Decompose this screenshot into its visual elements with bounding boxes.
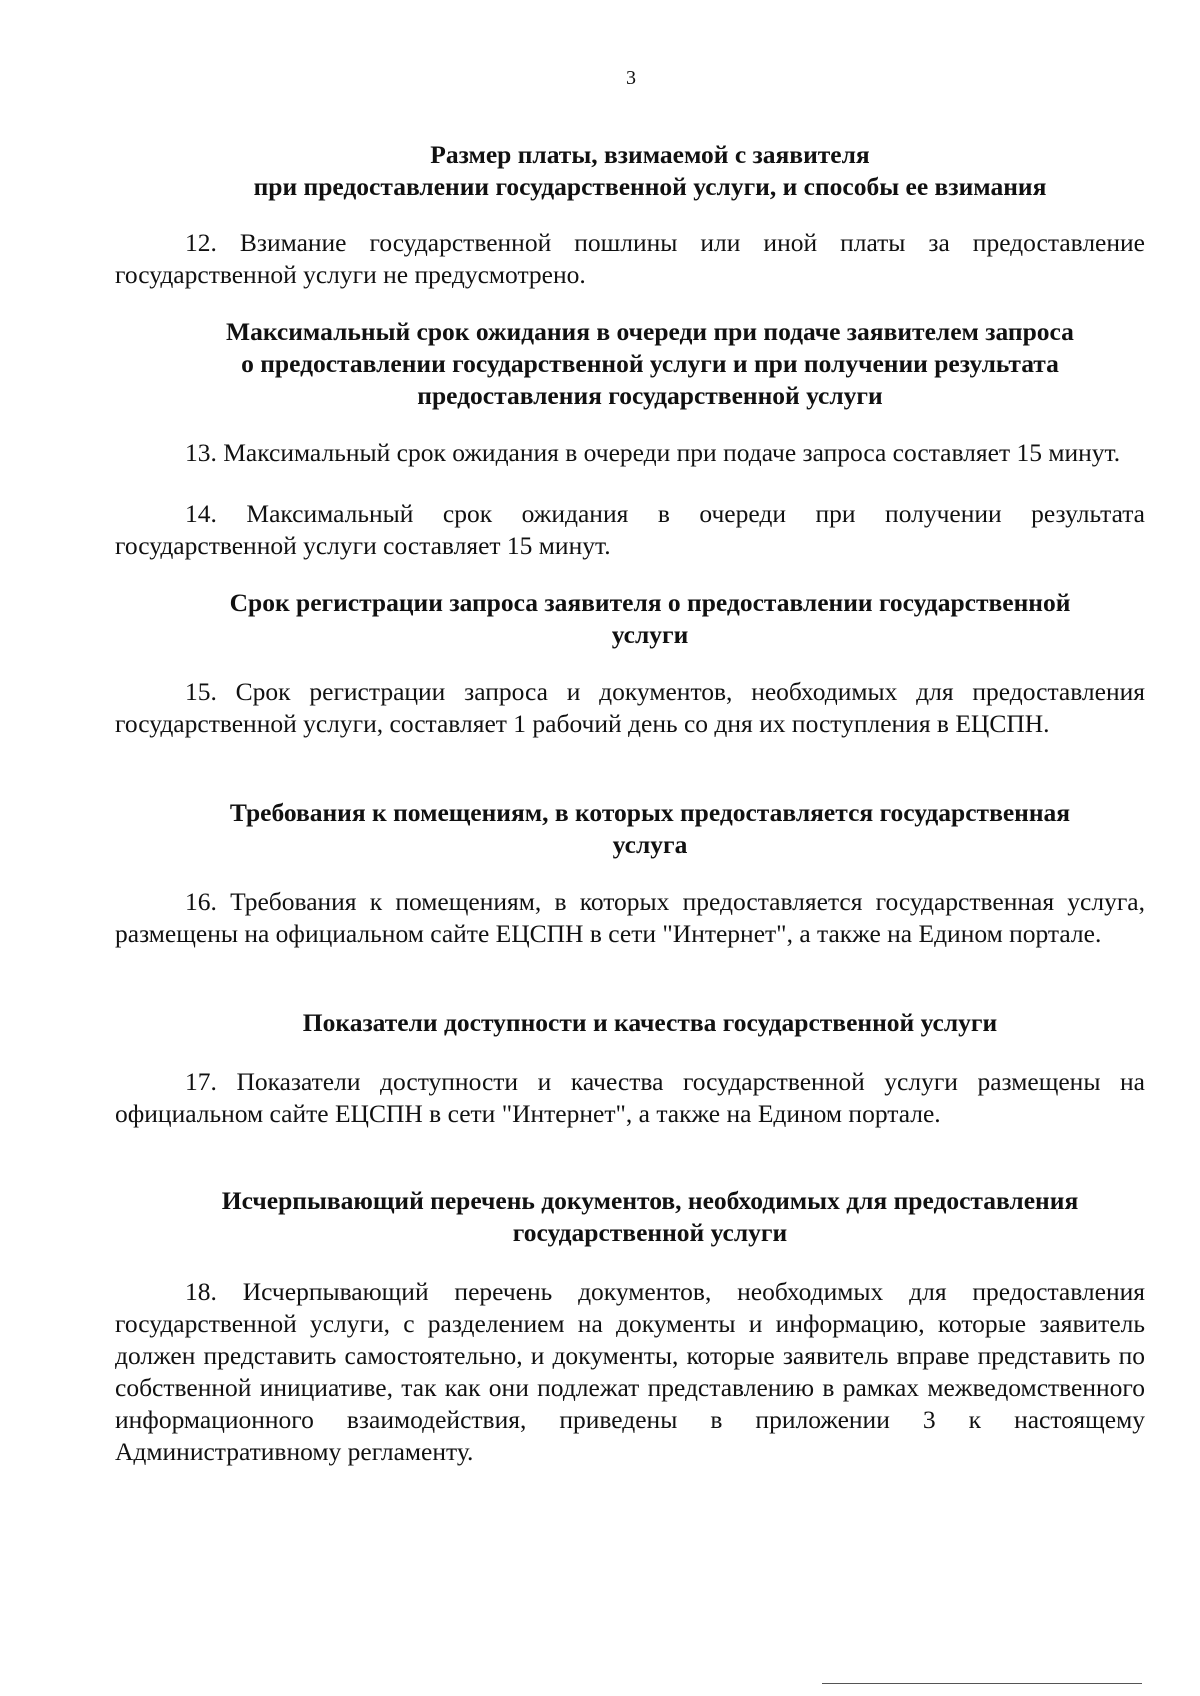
- section-heading-quality-indicators: Показатели доступности и качества государственной услуги: [302, 1008, 998, 1037]
- paragraph-17: 17. Показатели доступности и качества государственной услуги размещены на официальном сайте ЕЦСПН в сети "Интернет", а также на Едином портале.: [115, 1067, 1145, 1128]
- paragraph-16: 16. Требования к помещениям, в которых предоставляется государственная услуга, размещены на официальном сайте ЕЦСПН в сети "Интернет", а также на Едином портале.: [115, 887, 1145, 948]
- footer-rule: [822, 1683, 1142, 1684]
- section-heading-queue-time: Максимальный срок ожидания в очереди при подаче заявителем запроса о предоставлении государственной услуги и при получении результата предоставления государственной услуги: [226, 317, 1074, 410]
- section-heading-premises: Требования к помещениям, в которых предоставляется государственная услуга: [229, 798, 1071, 859]
- paragraph-15: 15. Срок регистрации запроса и документов, необходимых для предоставления государственной услуги, составляет 1 рабочий день со дня их поступления в ЕЦСПН.: [115, 677, 1145, 738]
- paragraph-18: 18. Исчерпывающий перечень документов, необходимых для предоставления государственной услуги, с разделением на документы и информацию, которые заявитель должен представить самостоятельно, и документы, которые заявитель вправе представить по собственной инициативе, так как они подлежат представлению в рамках межведомственного информационного взаимодействия, приведены в приложении 3 к настоящему Административному регламенту.: [115, 1277, 1145, 1466]
- paragraph-12: 12. Взимание государственной пошлины или иной платы за предоставление государственной услуги не предусмотрено.: [115, 228, 1145, 289]
- paragraph-13: 13. Максимальный срок ожидания в очереди при подаче запроса составляет 15 минут.: [185, 438, 1121, 467]
- section-heading-registration-term: Срок регистрации запроса заявителя о предоставлении государственной услуги: [229, 588, 1071, 649]
- page-number: 3: [626, 67, 636, 89]
- section-heading-documents-list: Исчерпывающий перечень документов, необходимых для предоставления государственной услуги: [221, 1186, 1079, 1247]
- section-heading-fee: Размер платы, взимаемой с заявителя при предоставлении государственной услуги, и способы ее взимания: [253, 140, 1047, 201]
- paragraph-14: 14. Максимальный срок ожидания в очереди при получении результата государственной услуги составляет 15 минут.: [115, 499, 1145, 560]
